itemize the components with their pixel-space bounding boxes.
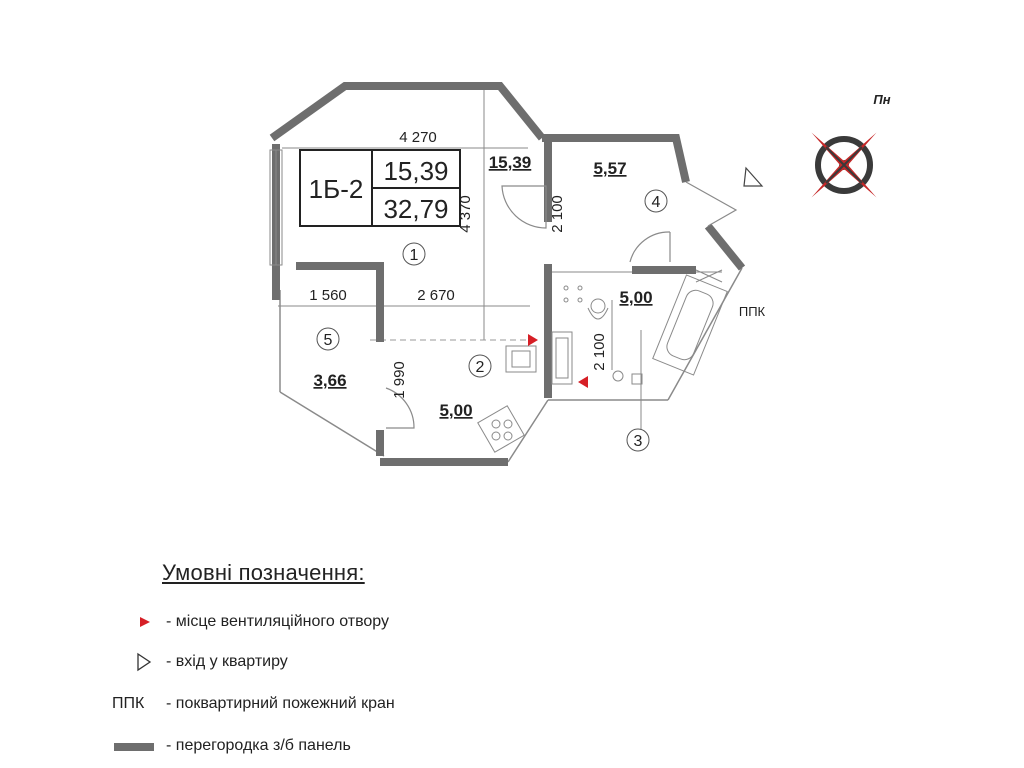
window [270, 150, 282, 265]
legend-symbol-ppk: ППК [112, 695, 145, 712]
dim-bath-height: 2 100 [591, 333, 608, 371]
room-area-4: 5,57 [593, 159, 627, 178]
dim-balcony-width: 1 560 [309, 287, 347, 304]
room-number-1: 1 [409, 247, 419, 264]
room-number-5: 5 [323, 332, 333, 349]
legend-item-text: - поквартирний пожежний кран [166, 695, 395, 712]
dim-hall-height: 2 100 [549, 195, 566, 233]
dim-kitchen-depth: 1 990 [391, 361, 408, 399]
room-number-2: 2 [475, 359, 485, 376]
legend-item-text: - перегородка з/б панель [166, 737, 351, 754]
room-number-3: 3 [633, 433, 643, 450]
compass-north-label: Пн [873, 92, 891, 107]
legend-item-wall [112, 736, 432, 758]
room-markers [317, 190, 667, 451]
legend-item-text: - вхід у квартиру [166, 653, 288, 670]
vent-markers [528, 334, 588, 388]
room-area-3: 5,00 [619, 288, 653, 307]
legend-title: Умовні позначення: [162, 560, 365, 585]
dim-room1-width: 4 270 [399, 129, 437, 146]
entrance-icon [744, 168, 762, 186]
dim-kitchen-width: 2 670 [417, 287, 455, 304]
living-area: 15,39 [383, 156, 449, 186]
compass-icon [809, 130, 878, 199]
room-area-1: 15,39 [488, 153, 532, 172]
vent-marker-icon [138, 615, 152, 629]
room-area-5: 3,66 [313, 371, 347, 390]
total-area: 32,79 [383, 194, 449, 224]
room-area-2: 5,00 [439, 401, 473, 420]
vent-marker [528, 334, 538, 346]
legend-item-hydrant [112, 694, 432, 716]
wall-bar-icon [114, 743, 154, 751]
legend-item-vent [130, 612, 430, 634]
dim-room1-depth: 4 370 [457, 195, 474, 233]
vent-marker [578, 376, 588, 388]
entrance-triangle-icon [136, 652, 154, 672]
fire-hydrant-label: ППК [738, 304, 766, 319]
room-number-4: 4 [651, 194, 661, 211]
apartment-code: 1Б-2 [308, 174, 364, 204]
legend-item-text: - місце вентиляційного отвору [166, 613, 390, 630]
legend-item-entrance [130, 652, 430, 674]
